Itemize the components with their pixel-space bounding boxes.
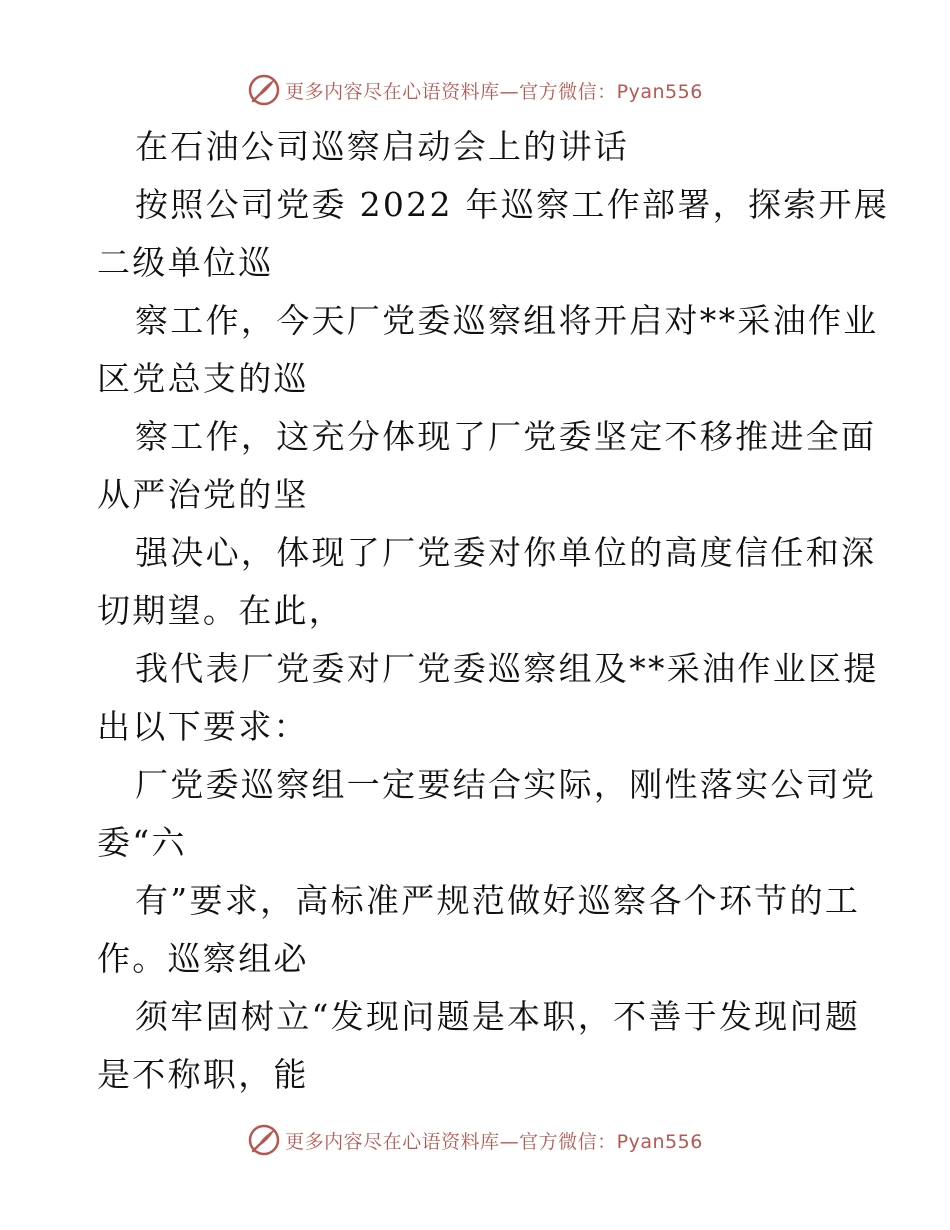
footer-banner-text: 更多内容尽在心语资料库—官方微信：Pyan556 [285, 1130, 703, 1153]
header-banner [0, 70, 950, 110]
paragraph-line: 切期望。在此， [97, 591, 345, 630]
footer-banner-content [247, 1123, 703, 1157]
paragraph-line: 是不称职，能 [97, 1055, 309, 1094]
document-title: 在石油公司巡察启动会上的讲话 [135, 127, 630, 166]
paragraph-line: 察工作，这充分体现了厂党委坚定不移推进全面 [135, 417, 877, 456]
paragraph-line: 从严治党的坚 [97, 475, 309, 514]
paragraph-line: 出以下要求： [97, 707, 309, 746]
document-body [97, 118, 890, 1104]
paragraph-line: 委“六 [97, 823, 187, 862]
paragraph-line: 作。巡察组必 [97, 939, 309, 978]
paragraph-line: 厂党委巡察组一定要结合实际，刚性落实公司党 [135, 765, 877, 804]
paragraph-line: 有”要求，高标准严规范做好巡察各个环节的工 [135, 881, 861, 920]
paragraph-line: 须牢固树立“发现问题是本职，不善于发现问题 [135, 997, 861, 1036]
header-banner-text: 更多内容尽在心语资料库—官方微信：Pyan556 [285, 80, 703, 103]
feather-pen-logo-icon [247, 73, 281, 107]
paragraph-line: 按照公司党委 2022 年巡察工作部署，探索开展 [135, 185, 890, 224]
paragraph-line: 察工作，今天厂党委巡察组将开启对**采油作业 [135, 301, 879, 340]
feather-pen-logo-icon [247, 1123, 281, 1157]
header-banner-content [247, 73, 703, 107]
paragraph-line: 我代表厂党委对厂党委巡察组及**采油作业区提 [135, 649, 879, 688]
paragraph-line: 二级单位巡 [97, 243, 274, 282]
paragraph-line: 区党总支的巡 [97, 359, 309, 398]
footer-banner [0, 1120, 950, 1160]
paragraph-line: 强决心，体现了厂党委对你单位的高度信任和深 [135, 533, 877, 572]
